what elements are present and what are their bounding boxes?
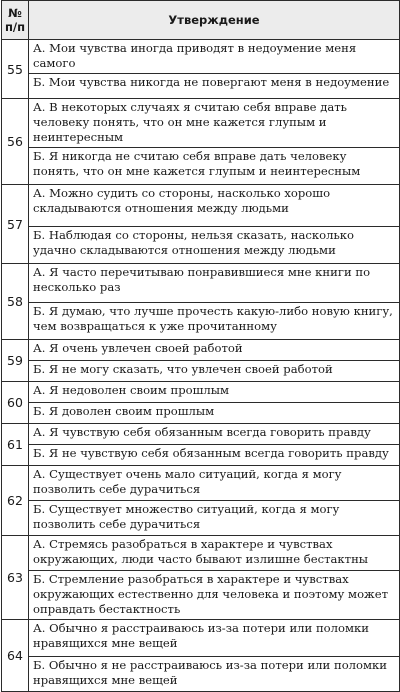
table-row [2,74,400,99]
table-row [2,536,400,571]
table-row [2,361,400,382]
table-row [2,501,400,536]
table-row [2,99,400,148]
statement-option-a: А. В некоторых случаях я считаю себя вправе дать человеку понять, что он мне кажется глупым и неинтересным [29,99,400,148]
header-row [2,1,400,40]
item-number: 56 [2,99,29,185]
statement-option-b: Б. Существует множество ситуаций, когда я могу позволить себе дурачиться [29,501,400,536]
statement-option-a: А. Обычно я расстраиваюсь из-за потери или поломки нравящихся мне вещей [29,620,400,657]
item-number: 61 [2,424,29,466]
table-row [2,382,400,403]
statement-option-b: Б. Стремление разобраться в характере и чувствах окружающих естественно для человека и поэтому может оправдать бестактность [29,571,400,620]
number-header-symbol: № [8,6,22,20]
table-row [2,148,400,185]
item-number: 63 [2,536,29,620]
statement-option-b: Б. Я думаю, что лучше прочесть какую-либо новую книгу, чем возвращаться к уже прочитанному [29,303,400,340]
table-row [2,40,400,74]
table-row [2,403,400,424]
table-row [2,303,400,340]
statement-option-b: Б. Я никогда не считаю себя вправе дать человеку понять, что он мне кажется глупым и неинтересным [29,148,400,185]
statement-option-a: А. Мои чувства иногда приводят в недоумение меня самого [29,40,400,74]
item-number: 58 [2,264,29,340]
item-number: 64 [2,620,29,692]
item-number: 55 [2,40,29,99]
item-number: 62 [2,466,29,536]
statement-option-b: Б. Я доволен своим прошлым [29,403,400,424]
item-number: 57 [2,185,29,264]
table-row [2,466,400,501]
statement-option-a: А. Я часто перечитываю понравившиеся мне книги по несколько раз [29,264,400,303]
table-row [2,264,400,303]
table-row [2,340,400,361]
statement-option-a: А. Можно судить со стороны, насколько хорошо складываются отношения между людьми [29,185,400,227]
number-header-abbrev: п/п [4,20,26,34]
statement-option-b: Б. Я не могу сказать, что увлечен своей работой [29,361,400,382]
statement-option-a: А. Существует очень мало ситуаций, когда я могу позволить себе дурачиться [29,466,400,501]
table-row [2,445,400,466]
table-row [2,185,400,227]
statement-option-b: Б. Наблюдая со стороны, нельзя сказать, насколько удачно складываются отношения между людьми [29,227,400,264]
table-row [2,620,400,657]
item-number: 59 [2,340,29,382]
table-row [2,657,400,692]
statement-option-b: Б. Я не чувствую себя обязанным всегда говорить правду [29,445,400,466]
table-row [2,571,400,620]
table-row [2,227,400,264]
statement-option-b: Б. Обычно я не расстраиваюсь из-за потери или поломки нравящихся мне вещей [29,657,400,692]
statement-option-a: А. Я очень увлечен своей работой [29,340,400,361]
statement-option-a: А. Стремясь разобраться в характере и чувствах окружающих, люди часто бывают излишне бестактны [29,536,400,571]
statement-option-a: А. Я недоволен своим прошлым [29,382,400,403]
table-row [2,424,400,445]
statement-option-b: Б. Мои чувства никогда не повергают меня в недоумение [29,74,400,99]
questionnaire-table [1,0,400,692]
item-number: 60 [2,382,29,424]
number-column-header [2,1,29,40]
statement-option-a: А. Я чувствую себя обязанным всегда говорить правду [29,424,400,445]
statement-column-header: Утверждение [29,1,400,40]
